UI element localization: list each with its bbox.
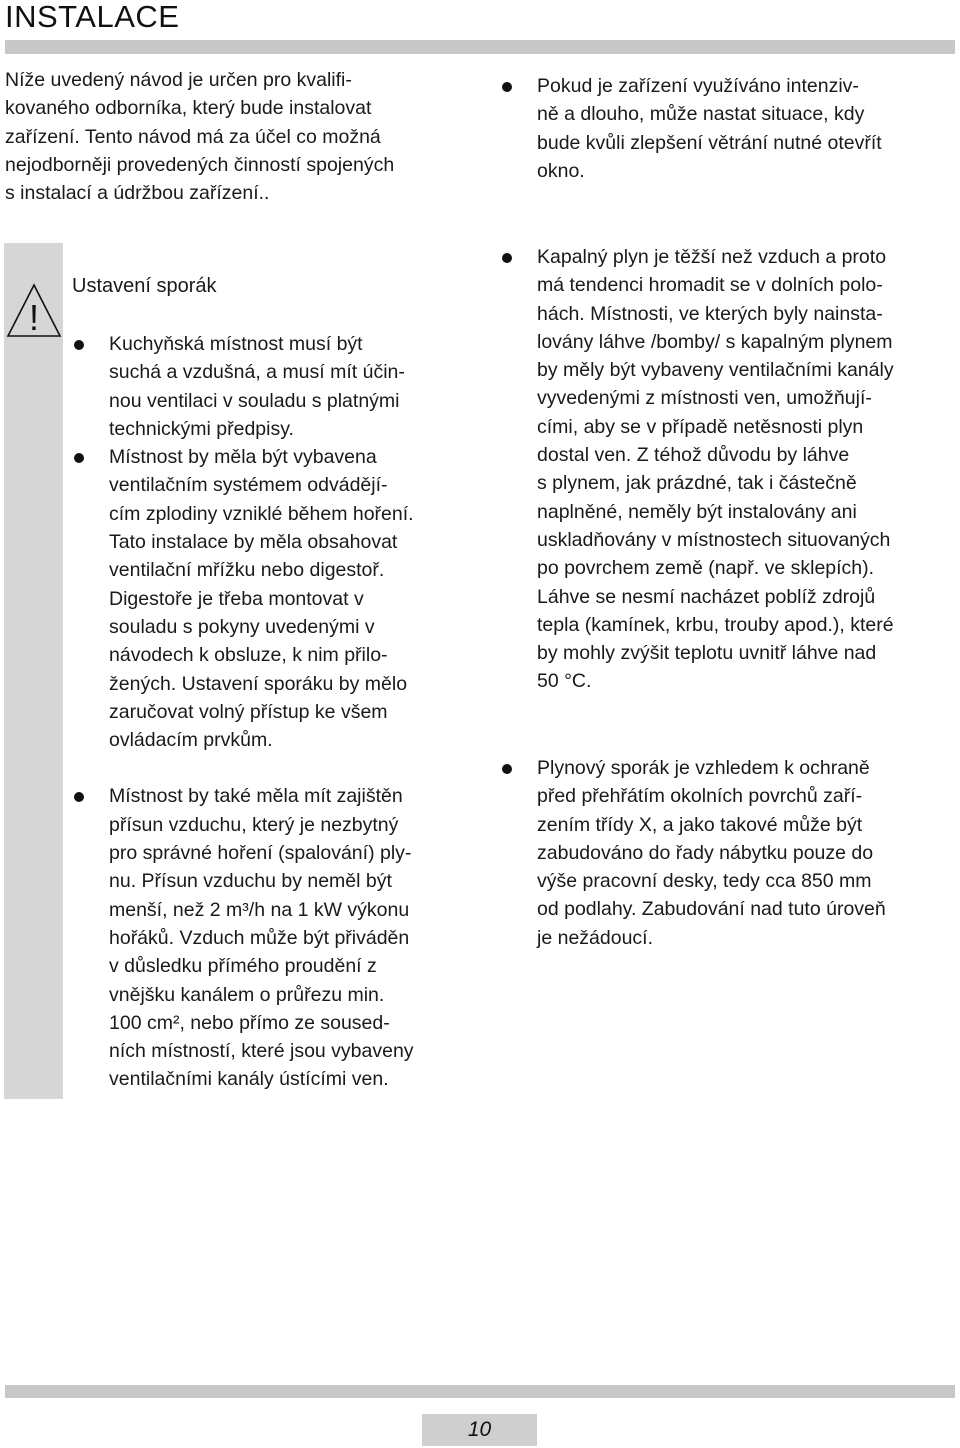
- bullet-line: Místnost by také měla mít zajištěn: [109, 785, 403, 808]
- bullet-line: žených. Ustavení sporáku by mělo: [109, 672, 408, 695]
- bullet-line: přísun vzduchu, který je nezbytný: [109, 813, 399, 836]
- bullet-dot: [502, 82, 512, 92]
- right-bullet-list-middle: [500, 243, 955, 696]
- header-rule: [5, 40, 955, 54]
- bullet-line: 100 cm², nebo přímo ze soused-: [109, 1011, 390, 1034]
- list-item: [72, 782, 462, 1093]
- intro-line: Níže uvedený návod je určen pro kvalifi-: [5, 69, 352, 91]
- section-heading: Ustavení sporák: [72, 275, 217, 297]
- bullet-line: Tato instalace by měla obsahovat: [109, 531, 398, 554]
- bullet-line: tepla (kamínek, krbu, trouby apod.), které: [537, 613, 894, 636]
- bullet-line: hořáků. Vzduch může být přiváděn: [109, 926, 410, 949]
- bullet-line: ventilační mřížku nebo digestoř.: [109, 559, 385, 582]
- bullet-line: ně a dlouho, může nastat situace, kdy: [537, 103, 865, 126]
- bullet-dot: [502, 764, 512, 774]
- right-bullet-list-bottom: [500, 754, 955, 952]
- bullet-line: bude kvůli zlepšení větrání nutné otevřít: [537, 131, 882, 154]
- bullet-line: pro správné hoření (spalování) ply-: [109, 842, 412, 865]
- bullet-line: Pokud je zařízení využíváno intenziv-: [537, 75, 859, 97]
- bullet-line: souladu s pokyny uvedenými v: [109, 615, 375, 638]
- bullet-line: je nežádoucí.: [537, 926, 654, 949]
- bullet-line: vyvedenými z místnosti ven, umožňují-: [537, 387, 872, 410]
- footer-rule: [5, 1385, 955, 1398]
- bullet-line: zaručovat volný přístup ke všem: [109, 700, 388, 723]
- left-bullet-list: [72, 330, 462, 1094]
- bullet-line: Místnost by měla být vybavena: [109, 446, 377, 469]
- bullet-line: Láhve se nesmí nacházet poblíž zdrojů: [537, 585, 876, 608]
- bullet-line: nu. Přísun vzduchu by neměl být: [109, 870, 392, 893]
- bullet-dot: [74, 792, 84, 802]
- bullet-dot: [502, 253, 512, 263]
- bullet-line: naplněné, neměly být instalovány ani: [537, 500, 857, 523]
- bullet-dot: [74, 453, 84, 463]
- list-item: [72, 330, 462, 443]
- bullet-line: dostal ven. Z téhož důvodu by láhve: [537, 444, 850, 467]
- list-item: [500, 754, 955, 952]
- bullet-line: ovládacím prvkům.: [109, 729, 273, 752]
- bullet-dot: [74, 340, 84, 350]
- bullet-line: v důsledku přímého proudění z: [109, 955, 377, 978]
- page-title: INSTALACE: [5, 0, 180, 34]
- bullet-line: od podlahy. Zabudování nad tuto úroveň: [537, 898, 886, 921]
- bullet-line: Kapalný plyn je těžší než vzduch a proto: [537, 246, 887, 268]
- bullet-line: ních místností, které jsou vybaveny: [109, 1040, 414, 1063]
- right-bullet-list-top: [500, 72, 955, 185]
- bullet-line: nou ventilaci v souladu s platnými: [109, 389, 400, 412]
- bullet-line: má tendenci hromadit se v dolních polo-: [537, 274, 883, 297]
- bullet-line: lovány láhve /bomby/ s kapalným plynem: [537, 330, 893, 353]
- warning-sidebar: [4, 243, 63, 1099]
- bullet-line: před přehřátím okolních povrchů zaří-: [537, 785, 863, 808]
- warning-triangle-icon: [6, 283, 62, 339]
- bullet-line: okno.: [537, 159, 585, 182]
- page-number: 10: [422, 1414, 537, 1446]
- intro-line: s instalací a údržbou zařízení..: [5, 182, 270, 205]
- bullet-line: suchá a vzdušná, a musí mít účin-: [109, 361, 405, 384]
- bullet-line: po povrchem země (např. ve sklepích).: [537, 557, 875, 580]
- list-item: [72, 443, 462, 754]
- bullet-line: zabudováno do řady nábytku pouze do: [537, 841, 874, 864]
- bullet-line: hách. Místnosti, ve kterých byly nainsta-: [537, 302, 883, 325]
- bullet-line: menší, než 2 m³/h na 1 kW výkonu: [109, 898, 410, 921]
- bullet-line: 50 °C.: [537, 670, 592, 693]
- bullet-line: ventilačními kanály ústícími ven.: [109, 1068, 389, 1091]
- bullet-line: zením třídy X, a jako takové může být: [537, 813, 863, 836]
- bullet-line: by měly být vybaveny ventilačními kanály: [537, 359, 894, 382]
- intro-line: kovaného odborníka, který bude instalovat: [5, 97, 372, 120]
- bullet-line: ventilačním systémem odvádějí-: [109, 474, 388, 497]
- bullet-line: Plynový sporák je vzhledem k ochraně: [537, 757, 870, 779]
- bullet-line: výše pracovní desky, tedy cca 850 mm: [537, 870, 872, 893]
- bullet-line: cím zplodiny vzniklé během hoření.: [109, 502, 414, 525]
- bullet-line: návodech k obsluze, k nim přilo-: [109, 644, 388, 667]
- bullet-line: uskladňovány v místnostech situovaných: [537, 528, 891, 551]
- bullet-line: vnějšku kanálem o průřezu min.: [109, 983, 385, 1006]
- bullet-line: technickými předpisy.: [109, 417, 294, 440]
- list-item: [500, 243, 955, 696]
- bullet-line: Kuchyňská místnost musí být: [109, 333, 363, 355]
- bullet-line: by mohly zvýšit teplotu uvnitř láhve nad: [537, 642, 877, 665]
- intro-line: zařízení. Tento návod má za účel co možná: [5, 125, 381, 148]
- bullet-line: s plynem, jak prázdné, tak i částečně: [537, 472, 857, 495]
- list-item: [500, 72, 955, 185]
- intro-line: nejodborněji provedených činností spojených: [5, 153, 395, 176]
- bullet-line: cími, aby se v případě netěsnosti plyn: [537, 415, 864, 438]
- warning-symbol: !: [28, 297, 40, 338]
- bullet-line: Digestoře je třeba montovat v: [109, 587, 364, 610]
- intro-paragraph: [5, 66, 461, 207]
